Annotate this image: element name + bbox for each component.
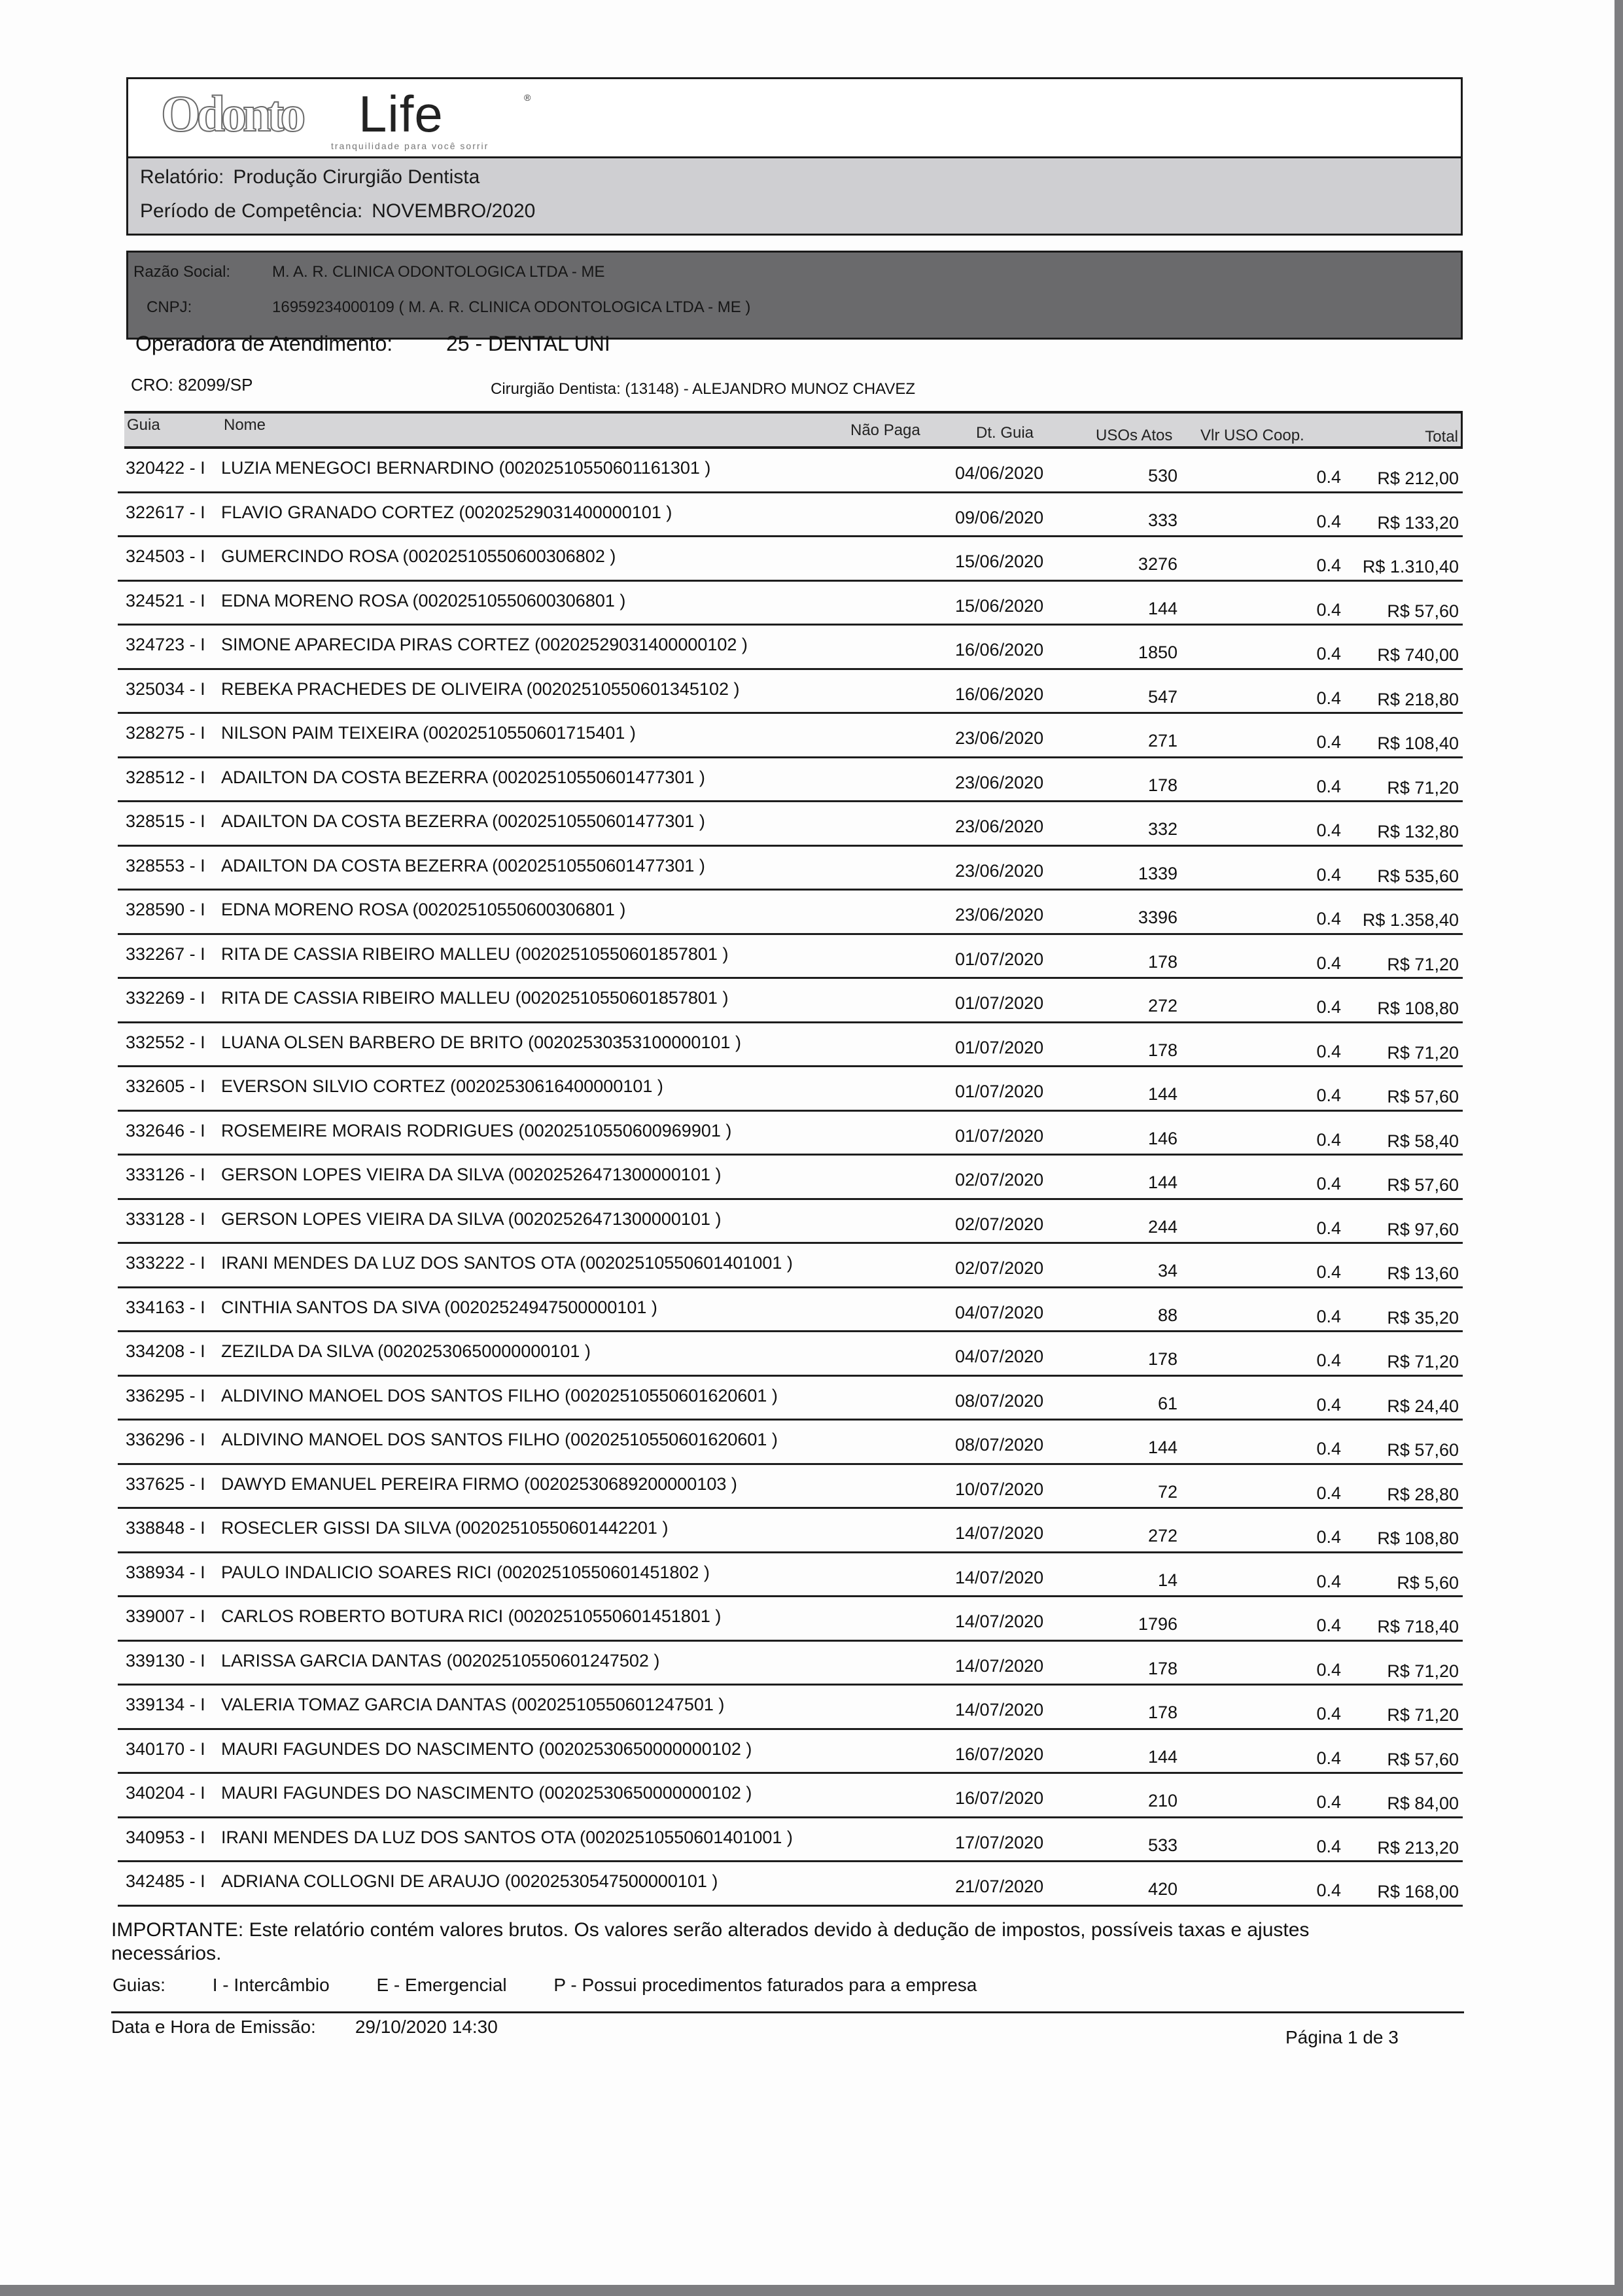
competence-period-value: NOVEMBRO/2020 bbox=[372, 200, 536, 222]
usos-atos-cell: 34 bbox=[1157, 1261, 1178, 1280]
table-header bbox=[124, 411, 1463, 449]
company-info-band bbox=[126, 251, 1463, 340]
nome-cell: GUMERCINDO ROSA (00202510550600306802 ) bbox=[221, 546, 616, 566]
nome-cell: CARLOS ROBERTO BOTURA RICI (00202510550601451801 ) bbox=[221, 1606, 722, 1626]
vlr-uso-cell: 0.4 bbox=[1316, 1704, 1341, 1723]
report-type bbox=[140, 166, 480, 188]
production-table-body bbox=[118, 449, 1463, 1907]
usos-atos-cell: 178 bbox=[1147, 1040, 1178, 1060]
usos-atos-cell: 272 bbox=[1147, 1526, 1178, 1545]
report-type-label: Relatório: bbox=[140, 166, 224, 188]
table-row bbox=[118, 802, 1463, 847]
vlr-uso-cell: 0.4 bbox=[1316, 1218, 1341, 1238]
table-row bbox=[118, 1553, 1463, 1598]
vlr-uso-cell: 0.4 bbox=[1316, 1394, 1341, 1415]
table-row bbox=[118, 1288, 1463, 1333]
table-row bbox=[118, 1377, 1463, 1421]
table-row bbox=[118, 537, 1463, 582]
table-row bbox=[118, 670, 1463, 715]
usos-atos-cell: 178 bbox=[1147, 1349, 1178, 1369]
guia-cell: 332269 - I bbox=[126, 988, 205, 1008]
guia-cell: 322617 - I bbox=[126, 502, 205, 522]
razao-social-label: Razão Social: bbox=[133, 263, 231, 281]
vlr-uso-cell: 0.4 bbox=[1316, 1881, 1341, 1900]
table-row bbox=[118, 891, 1463, 935]
table-row bbox=[118, 1332, 1463, 1377]
guia-cell: 328512 - I bbox=[126, 767, 205, 787]
vlr-uso-cell: 0.4 bbox=[1316, 1483, 1341, 1503]
table-row bbox=[118, 714, 1463, 758]
total-cell: R$ 71,20 bbox=[1387, 1042, 1459, 1063]
legend-intercambio: I - Intercâmbio bbox=[212, 1975, 330, 1995]
vlr-uso-cell: 0.4 bbox=[1316, 732, 1341, 752]
usos-atos-cell: 144 bbox=[1147, 1438, 1178, 1457]
total-cell: R$ 24,40 bbox=[1387, 1396, 1459, 1416]
total-cell: R$ 535,60 bbox=[1377, 866, 1459, 886]
guia-cell: 338934 - I bbox=[126, 1562, 205, 1582]
vlr-uso-cell: 0.4 bbox=[1316, 467, 1341, 487]
guia-cell: 334208 - I bbox=[126, 1341, 205, 1361]
nome-cell: RITA DE CASSIA RIBEIRO MALLEU (00202510550601857801 ) bbox=[221, 944, 729, 964]
operadora-label: Operadora de Atendimento: bbox=[135, 332, 393, 355]
nome-cell: MAURI FAGUNDES DO NASCIMENTO (00202530650000000102 ) bbox=[221, 1783, 752, 1803]
nome-cell: FLAVIO GRANADO CORTEZ (00202529031400000101 ) bbox=[221, 502, 672, 522]
table-row bbox=[118, 1421, 1463, 1465]
vlr-uso-cell: 0.4 bbox=[1316, 644, 1341, 663]
total-cell: R$ 71,20 bbox=[1387, 777, 1459, 798]
dt-guia-cell: 15/06/2020 bbox=[955, 552, 1044, 571]
guia-cell: 334163 - I bbox=[126, 1297, 205, 1317]
guia-cell: 333222 - I bbox=[126, 1253, 205, 1273]
table-row bbox=[118, 1112, 1463, 1156]
usos-atos-cell: 272 bbox=[1147, 996, 1178, 1016]
total-cell: R$ 1.310,40 bbox=[1362, 557, 1459, 576]
report-header bbox=[126, 77, 1463, 236]
col-vlr-uso-coop: Vlr USO Coop. bbox=[1200, 427, 1304, 444]
nome-cell: GERSON LOPES VIEIRA DA SILVA (00202526471300000101 ) bbox=[221, 1209, 722, 1229]
usos-atos-cell: 144 bbox=[1147, 1746, 1178, 1767]
legend-emergencial: E - Emergencial bbox=[376, 1975, 507, 1995]
guias-label: Guias: bbox=[113, 1975, 166, 1995]
dt-guia-cell: 09/06/2020 bbox=[955, 507, 1044, 527]
usos-atos-cell: 144 bbox=[1147, 1173, 1178, 1192]
usos-atos-cell: 333 bbox=[1147, 510, 1178, 530]
dt-guia-cell: 23/06/2020 bbox=[955, 772, 1044, 792]
logo-tagline: tranquilidade para você sorrir bbox=[331, 141, 489, 151]
total-cell: R$ 71,20 bbox=[1387, 1661, 1459, 1681]
table-row bbox=[118, 626, 1463, 670]
vlr-uso-cell: 0.4 bbox=[1316, 1262, 1341, 1282]
table-row bbox=[118, 1509, 1463, 1553]
dt-guia-cell: 21/07/2020 bbox=[955, 1877, 1044, 1896]
dt-guia-cell: 04/06/2020 bbox=[955, 463, 1044, 483]
vlr-uso-cell: 0.4 bbox=[1316, 821, 1341, 840]
usos-atos-cell: 178 bbox=[1147, 951, 1178, 972]
table-row bbox=[118, 493, 1463, 538]
usos-atos-cell: 178 bbox=[1147, 1703, 1178, 1722]
usos-atos-cell: 61 bbox=[1157, 1393, 1178, 1413]
usos-atos-cell: 88 bbox=[1157, 1305, 1178, 1325]
guia-cell: 324503 - I bbox=[126, 546, 205, 566]
operadora bbox=[135, 332, 610, 356]
total-cell: R$ 1.358,40 bbox=[1362, 910, 1459, 930]
nome-cell: LUZIA MENEGOCI BERNARDINO (00202510550601161301 ) bbox=[221, 458, 711, 478]
dt-guia-cell: 14/07/2020 bbox=[955, 1700, 1044, 1720]
total-cell: R$ 218,80 bbox=[1377, 689, 1459, 709]
dt-guia-cell: 14/07/2020 bbox=[955, 1655, 1044, 1676]
nome-cell: ALDIVINO MANOEL DOS SANTOS FILHO (00202510550601620601 ) bbox=[221, 1385, 778, 1405]
total-cell: R$ 57,60 bbox=[1387, 1749, 1459, 1769]
guia-cell: 337625 - I bbox=[126, 1474, 205, 1494]
total-cell: R$ 212,00 bbox=[1377, 468, 1459, 488]
vlr-uso-cell: 0.4 bbox=[1316, 1129, 1341, 1150]
usos-atos-cell: 1796 bbox=[1138, 1614, 1178, 1634]
nome-cell: SIMONE APARECIDA PIRAS CORTEZ (00202529031400000102 ) bbox=[221, 635, 748, 654]
nome-cell: ADAILTON DA COSTA BEZERRA (00202510550601477301 ) bbox=[221, 855, 705, 875]
usos-atos-cell: 271 bbox=[1147, 731, 1178, 751]
table-row bbox=[118, 582, 1463, 626]
nome-cell: LUANA OLSEN BARBERO DE BRITO (00202530353100000101 ) bbox=[221, 1032, 741, 1052]
table-row bbox=[118, 1686, 1463, 1730]
dt-guia-cell: 01/07/2020 bbox=[955, 949, 1044, 969]
nome-cell: ADAILTON DA COSTA BEZERRA (00202510550601477301 ) bbox=[221, 811, 705, 831]
guia-cell: 328590 - I bbox=[126, 900, 205, 919]
table-row bbox=[118, 1642, 1463, 1686]
guia-cell: 332552 - I bbox=[126, 1032, 205, 1052]
vlr-uso-cell: 0.4 bbox=[1316, 688, 1341, 708]
total-cell: R$ 57,60 bbox=[1387, 1087, 1459, 1106]
usos-atos-cell: 146 bbox=[1147, 1128, 1178, 1148]
guia-cell: 332605 - I bbox=[126, 1076, 205, 1096]
nome-cell: GERSON LOPES VIEIRA DA SILVA (00202526471300000101 ) bbox=[221, 1165, 722, 1184]
emission-datetime bbox=[111, 2017, 498, 2038]
nome-cell: ROSECLER GISSI DA SILVA (00202510550601442201 ) bbox=[221, 1518, 669, 1538]
dt-guia-cell: 01/07/2020 bbox=[955, 1037, 1044, 1057]
vlr-uso-cell: 0.4 bbox=[1316, 1659, 1341, 1680]
table-row bbox=[118, 1023, 1463, 1068]
vlr-uso-cell: 0.4 bbox=[1316, 599, 1341, 620]
vlr-uso-cell: 0.4 bbox=[1316, 1174, 1341, 1193]
total-cell: R$ 132,80 bbox=[1377, 822, 1459, 841]
emission-label: Data e Hora de Emissão: bbox=[111, 2017, 316, 2037]
nome-cell: VALERIA TOMAZ GARCIA DANTAS (00202510550601247501 ) bbox=[221, 1695, 725, 1714]
table-row bbox=[118, 1200, 1463, 1245]
table-row bbox=[118, 979, 1463, 1023]
dt-guia-cell: 23/06/2020 bbox=[955, 905, 1044, 925]
total-cell: R$ 71,20 bbox=[1387, 1352, 1459, 1371]
guia-cell: 332646 - I bbox=[126, 1120, 205, 1140]
guia-cell: 325034 - I bbox=[126, 679, 205, 699]
total-cell: R$ 97,60 bbox=[1387, 1219, 1459, 1239]
usos-atos-cell: 144 bbox=[1147, 598, 1178, 618]
usos-atos-cell: 1850 bbox=[1138, 643, 1178, 662]
nome-cell: IRANI MENDES DA LUZ DOS SANTOS OTA (00202510550601401001 ) bbox=[221, 1253, 793, 1273]
vlr-uso-cell: 0.4 bbox=[1316, 1571, 1341, 1591]
guia-cell: 333128 - I bbox=[126, 1209, 205, 1229]
nome-cell: ALDIVINO MANOEL DOS SANTOS FILHO (00202510550601620601 ) bbox=[221, 1430, 778, 1449]
dt-guia-cell: 16/07/2020 bbox=[955, 1788, 1044, 1808]
nome-cell: RITA DE CASSIA RIBEIRO MALLEU (00202510550601857801 ) bbox=[221, 988, 729, 1008]
vlr-uso-cell: 0.4 bbox=[1316, 1616, 1341, 1635]
total-cell: R$ 108,40 bbox=[1377, 733, 1459, 753]
table-row bbox=[118, 1730, 1463, 1775]
total-cell: R$ 71,20 bbox=[1387, 1705, 1459, 1725]
report-info-band bbox=[128, 156, 1461, 234]
table-row bbox=[118, 1244, 1463, 1288]
total-cell: R$ 13,60 bbox=[1387, 1263, 1459, 1283]
usos-atos-cell: 547 bbox=[1147, 686, 1178, 707]
table-row bbox=[118, 1862, 1463, 1907]
usos-atos-cell: 14 bbox=[1157, 1570, 1178, 1590]
vlr-uso-cell: 0.4 bbox=[1316, 1836, 1341, 1856]
nome-cell: PAULO INDALICIO SOARES RICI (00202510550601451802 ) bbox=[221, 1562, 710, 1582]
footer-divider bbox=[111, 2011, 1464, 2013]
usos-atos-cell: 178 bbox=[1147, 1658, 1178, 1678]
usos-atos-cell: 3396 bbox=[1138, 908, 1178, 927]
nome-cell: NILSON PAIM TEIXEIRA (00202510550601715401 ) bbox=[221, 723, 636, 743]
dt-guia-cell: 17/07/2020 bbox=[955, 1832, 1044, 1852]
dt-guia-cell: 04/07/2020 bbox=[955, 1302, 1044, 1322]
total-cell: R$ 718,40 bbox=[1377, 1617, 1459, 1636]
guia-cell: 336296 - I bbox=[126, 1430, 205, 1449]
total-cell: R$ 57,60 bbox=[1387, 601, 1459, 621]
dt-guia-cell: 04/07/2020 bbox=[955, 1347, 1044, 1366]
dt-guia-cell: 14/07/2020 bbox=[955, 1523, 1044, 1543]
dt-guia-cell: 15/06/2020 bbox=[955, 595, 1044, 616]
guia-cell: 339007 - I bbox=[126, 1606, 205, 1626]
cro-number: CRO: 82099/SP bbox=[131, 375, 253, 395]
nome-cell: IRANI MENDES DA LUZ DOS SANTOS OTA (00202510550601401001 ) bbox=[221, 1827, 793, 1847]
dentist-name: Cirurgião Dentista: (13148) - ALEJANDRO MUNOZ CHAVEZ bbox=[491, 380, 916, 398]
dt-guia-cell: 08/07/2020 bbox=[955, 1390, 1044, 1411]
nome-cell: ADRIANA COLLOGNI DE ARAUJO (00202530547500000101 ) bbox=[221, 1871, 718, 1891]
total-cell: R$ 71,20 bbox=[1387, 954, 1459, 974]
total-cell: R$ 740,00 bbox=[1377, 645, 1459, 665]
guia-cell: 332267 - I bbox=[126, 944, 205, 964]
dt-guia-cell: 14/07/2020 bbox=[955, 1567, 1044, 1587]
total-cell: R$ 84,00 bbox=[1387, 1793, 1459, 1813]
guia-cell: 340204 - I bbox=[126, 1783, 205, 1803]
nome-cell: EDNA MORENO ROSA (00202510550600306801 ) bbox=[221, 900, 626, 919]
usos-atos-cell: 3276 bbox=[1138, 554, 1178, 574]
dt-guia-cell: 16/07/2020 bbox=[955, 1744, 1044, 1764]
dt-guia-cell: 01/07/2020 bbox=[955, 993, 1044, 1013]
vlr-uso-cell: 0.4 bbox=[1316, 1527, 1341, 1547]
vlr-uso-cell: 0.4 bbox=[1316, 909, 1341, 928]
total-cell: R$ 57,60 bbox=[1387, 1175, 1459, 1195]
nome-cell: LARISSA GARCIA DANTAS (00202510550601247502 ) bbox=[221, 1650, 660, 1670]
usos-atos-cell: 72 bbox=[1157, 1481, 1178, 1502]
dt-guia-cell: 08/07/2020 bbox=[955, 1435, 1044, 1455]
vlr-uso-cell: 0.4 bbox=[1316, 776, 1341, 796]
razao-social-value: M. A. R. CLINICA ODONTOLOGICA LTDA - ME bbox=[272, 263, 605, 281]
cnpj-value: 16959234000109 ( M. A. R. CLINICA ODONTOLOGICA LTDA - ME ) bbox=[272, 298, 751, 316]
guia-cell: 320422 - I bbox=[126, 458, 205, 478]
guia-cell: 324723 - I bbox=[126, 635, 205, 654]
dt-guia-cell: 23/06/2020 bbox=[955, 728, 1044, 748]
col-usos-atos: USOs Atos bbox=[1096, 427, 1173, 444]
table-row bbox=[118, 449, 1463, 493]
guia-cell: 328515 - I bbox=[126, 811, 205, 831]
guia-cell: 339130 - I bbox=[126, 1650, 205, 1670]
dt-guia-cell: 23/06/2020 bbox=[955, 860, 1044, 881]
table-row bbox=[118, 1465, 1463, 1510]
nome-cell: ADAILTON DA COSTA BEZERRA (00202510550601477301 ) bbox=[221, 767, 705, 787]
dt-guia-cell: 02/07/2020 bbox=[955, 1258, 1044, 1278]
cnpj-label: CNPJ: bbox=[147, 298, 192, 316]
vlr-uso-cell: 0.4 bbox=[1316, 556, 1341, 575]
vlr-uso-cell: 0.4 bbox=[1316, 864, 1341, 885]
guia-cell: 336295 - I bbox=[126, 1385, 205, 1405]
vlr-uso-cell: 0.4 bbox=[1316, 953, 1341, 973]
table-row bbox=[118, 1597, 1463, 1642]
total-cell: R$ 108,80 bbox=[1377, 1528, 1459, 1548]
dt-guia-cell: 16/06/2020 bbox=[955, 684, 1044, 704]
emission-value: 29/10/2020 14:30 bbox=[355, 2017, 498, 2037]
usos-atos-cell: 178 bbox=[1147, 775, 1178, 795]
vlr-uso-cell: 0.4 bbox=[1316, 511, 1341, 531]
total-cell: R$ 213,20 bbox=[1377, 1837, 1459, 1858]
nome-cell: CINTHIA SANTOS DA SIVA (00202524947500000101 ) bbox=[221, 1297, 657, 1317]
dt-guia-cell: 01/07/2020 bbox=[955, 1125, 1044, 1146]
logo-odonto-text: Odonto bbox=[161, 85, 302, 142]
competence-period bbox=[140, 200, 535, 222]
vlr-uso-cell: 0.4 bbox=[1316, 1306, 1341, 1326]
nome-cell: EDNA MORENO ROSA (00202510550600306801 ) bbox=[221, 590, 626, 610]
legend-faturados: P - Possui procedimentos faturados para a empresa bbox=[553, 1975, 977, 1995]
table-row bbox=[118, 1818, 1463, 1863]
total-cell: R$ 168,00 bbox=[1377, 1882, 1459, 1901]
total-cell: R$ 35,20 bbox=[1387, 1307, 1459, 1328]
total-cell: R$ 57,60 bbox=[1387, 1440, 1459, 1460]
guia-cell: 342485 - I bbox=[126, 1871, 205, 1891]
guia-cell: 340170 - I bbox=[126, 1739, 205, 1759]
usos-atos-cell: 533 bbox=[1147, 1835, 1178, 1855]
dt-guia-cell: 02/07/2020 bbox=[955, 1214, 1044, 1234]
odontolife-logo bbox=[161, 84, 553, 156]
dt-guia-cell: 01/07/2020 bbox=[955, 1082, 1044, 1101]
vlr-uso-cell: 0.4 bbox=[1316, 1748, 1341, 1768]
usos-atos-cell: 210 bbox=[1147, 1791, 1178, 1810]
vlr-uso-cell: 0.4 bbox=[1316, 1041, 1341, 1061]
nome-cell: ZEZILDA DA SILVA (00202530650000000101 ) bbox=[221, 1341, 591, 1361]
nome-cell: EVERSON SILVIO CORTEZ (00202530616400000101 ) bbox=[221, 1076, 663, 1096]
guias-legend bbox=[113, 1975, 1019, 1996]
nome-cell: MAURI FAGUNDES DO NASCIMENTO (00202530650000000102 ) bbox=[221, 1739, 752, 1759]
nome-cell: ROSEMEIRE MORAIS RODRIGUES (00202510550600969901 ) bbox=[221, 1120, 732, 1140]
table-row bbox=[118, 758, 1463, 803]
operadora-value: 25 - DENTAL UNI bbox=[446, 332, 610, 355]
col-total: Total bbox=[1425, 428, 1458, 446]
table-row bbox=[118, 1156, 1463, 1200]
guia-cell: 328275 - I bbox=[126, 723, 205, 743]
total-cell: R$ 5,60 bbox=[1397, 1572, 1459, 1593]
table-row bbox=[118, 1774, 1463, 1818]
nome-cell: DAWYD EMANUEL PEREIRA FIRMO (00202530689200000103 ) bbox=[221, 1474, 737, 1494]
registered-mark-icon: ® bbox=[524, 92, 531, 103]
dt-guia-cell: 16/06/2020 bbox=[955, 640, 1044, 660]
usos-atos-cell: 332 bbox=[1147, 819, 1178, 839]
nome-cell: REBEKA PRACHEDES DE OLIVEIRA (00202510550601345102 ) bbox=[221, 679, 740, 699]
table-row bbox=[118, 1067, 1463, 1112]
usos-atos-cell: 244 bbox=[1147, 1216, 1178, 1237]
total-cell: R$ 58,40 bbox=[1387, 1131, 1459, 1151]
guia-cell: 333126 - I bbox=[126, 1165, 205, 1184]
table-row bbox=[118, 847, 1463, 891]
competence-period-label: Período de Competência: bbox=[140, 200, 363, 222]
vlr-uso-cell: 0.4 bbox=[1316, 997, 1341, 1017]
dt-guia-cell: 10/07/2020 bbox=[955, 1479, 1044, 1499]
page-number: Página 1 de 3 bbox=[1285, 2027, 1399, 2047]
vlr-uso-cell: 0.4 bbox=[1316, 1086, 1341, 1105]
vlr-uso-cell: 0.4 bbox=[1316, 1439, 1341, 1458]
important-notice: IMPORTANTE: Este relatório contém valores brutos. Os valores serão alterados devido à dedução de impostos, possíveis taxas e ajustes necessários. bbox=[111, 1919, 1310, 1964]
col-guia: Guia bbox=[127, 416, 160, 434]
usos-atos-cell: 420 bbox=[1147, 1879, 1178, 1899]
guia-cell: 339134 - I bbox=[126, 1695, 205, 1714]
table-row bbox=[118, 935, 1463, 980]
logo-life-text: Life bbox=[358, 85, 444, 143]
usos-atos-cell: 530 bbox=[1147, 466, 1178, 486]
col-dt-guia: Dt. Guia bbox=[976, 424, 1034, 442]
usos-atos-cell: 1339 bbox=[1138, 863, 1178, 883]
vlr-uso-cell: 0.4 bbox=[1316, 1351, 1341, 1370]
guia-cell: 328553 - I bbox=[126, 855, 205, 875]
guia-cell: 340953 - I bbox=[126, 1827, 205, 1847]
total-cell: R$ 28,80 bbox=[1387, 1484, 1459, 1504]
col-nome: Nome bbox=[224, 416, 266, 434]
guia-cell: 324521 - I bbox=[126, 590, 205, 610]
guia-cell: 338848 - I bbox=[126, 1518, 205, 1538]
report-type-value: Produção Cirurgião Dentista bbox=[233, 166, 480, 188]
total-cell: R$ 133,20 bbox=[1377, 512, 1459, 533]
total-cell: R$ 108,80 bbox=[1377, 998, 1459, 1018]
dt-guia-cell: 14/07/2020 bbox=[955, 1612, 1044, 1631]
usos-atos-cell: 144 bbox=[1147, 1084, 1178, 1104]
dt-guia-cell: 23/06/2020 bbox=[955, 817, 1044, 836]
vlr-uso-cell: 0.4 bbox=[1316, 1792, 1341, 1812]
col-nao-paga: Não Paga bbox=[850, 421, 920, 439]
dt-guia-cell: 02/07/2020 bbox=[955, 1170, 1044, 1190]
